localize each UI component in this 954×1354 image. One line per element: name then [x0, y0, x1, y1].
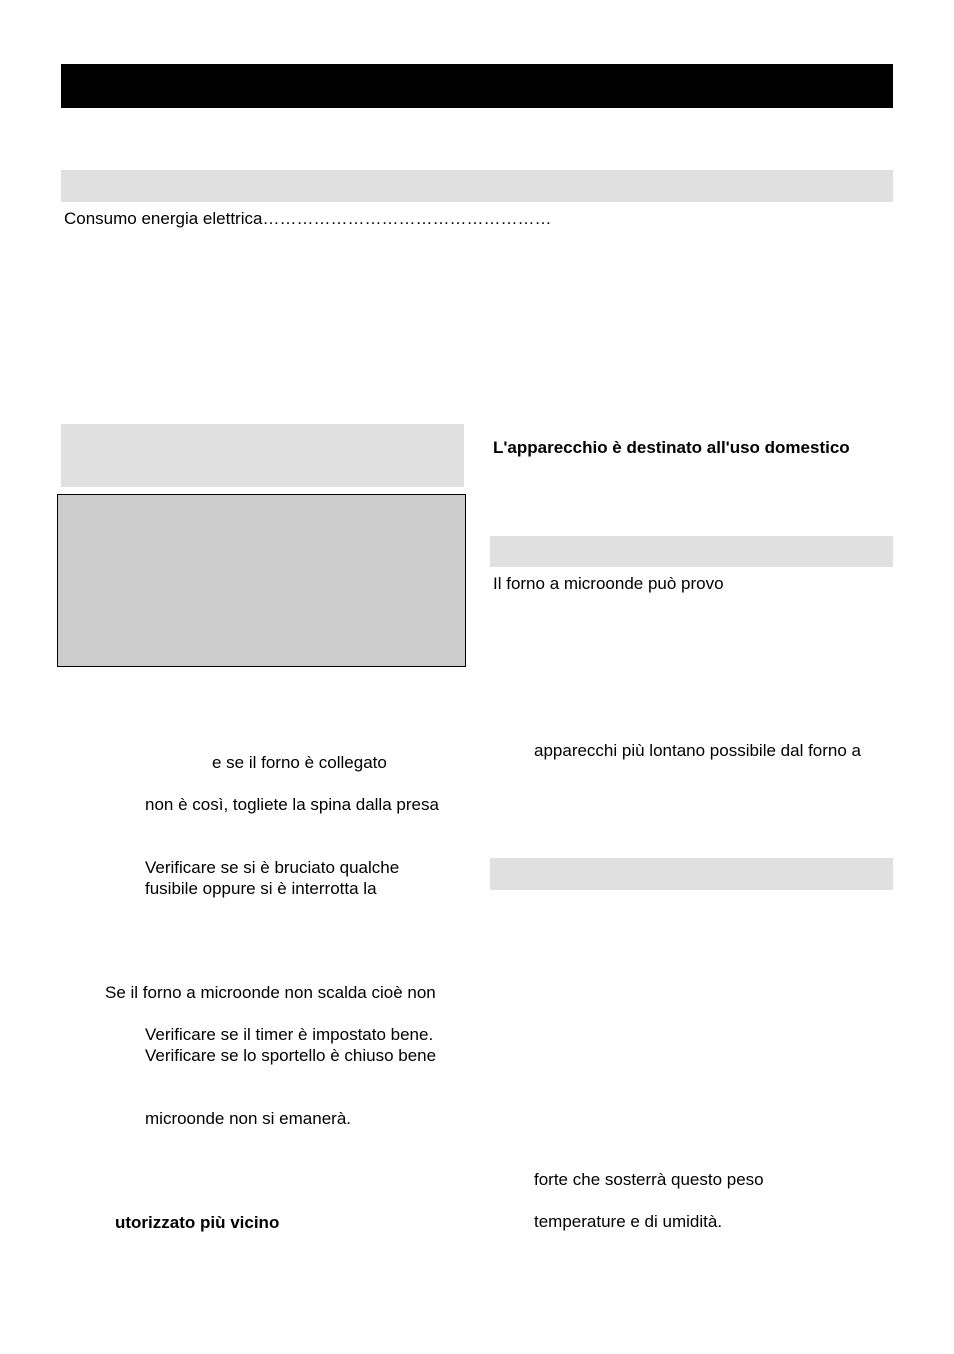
right-line-2: apparecchi più lontano possibile dal forno a: [534, 741, 862, 760]
header-bar: [61, 64, 893, 108]
energy-consumption-line: Consumo energia elettrica……………………………………………: [64, 209, 552, 228]
right-line-4: temperature e di umidità.: [534, 1212, 723, 1231]
left-line-5: Se il forno a microonde non scalda cioè non: [105, 983, 436, 1002]
left-line-3: Verificare se si è bruciato qualche: [145, 858, 400, 877]
left-line-7: Verificare se lo sportello è chiuso bene: [145, 1046, 437, 1065]
domestic-use-heading: L'apparecchio è destinato all'uso domestico: [493, 438, 850, 457]
left-line-4: fusibile oppure si è interrotta la: [145, 879, 377, 898]
section-band-right-1: [490, 536, 893, 567]
right-line-1: Il forno a microonde può provo: [493, 574, 724, 593]
left-line-1: e se il forno è collegato: [212, 753, 387, 772]
left-line-2: non è così, togliete la spina dalla presa: [145, 795, 439, 814]
right-line-3: forte che sosterrà questo peso: [534, 1170, 764, 1189]
section-band-right-2: [490, 858, 893, 890]
left-line-6: Verificare se il timer è impostato bene.: [145, 1025, 434, 1044]
left-line-8: microonde non si emanerà.: [145, 1109, 352, 1128]
section-band-left: [61, 424, 464, 487]
notice-box: [57, 494, 466, 667]
left-line-9: utorizzato più vicino: [115, 1213, 280, 1232]
section-band-specs: [61, 170, 893, 202]
